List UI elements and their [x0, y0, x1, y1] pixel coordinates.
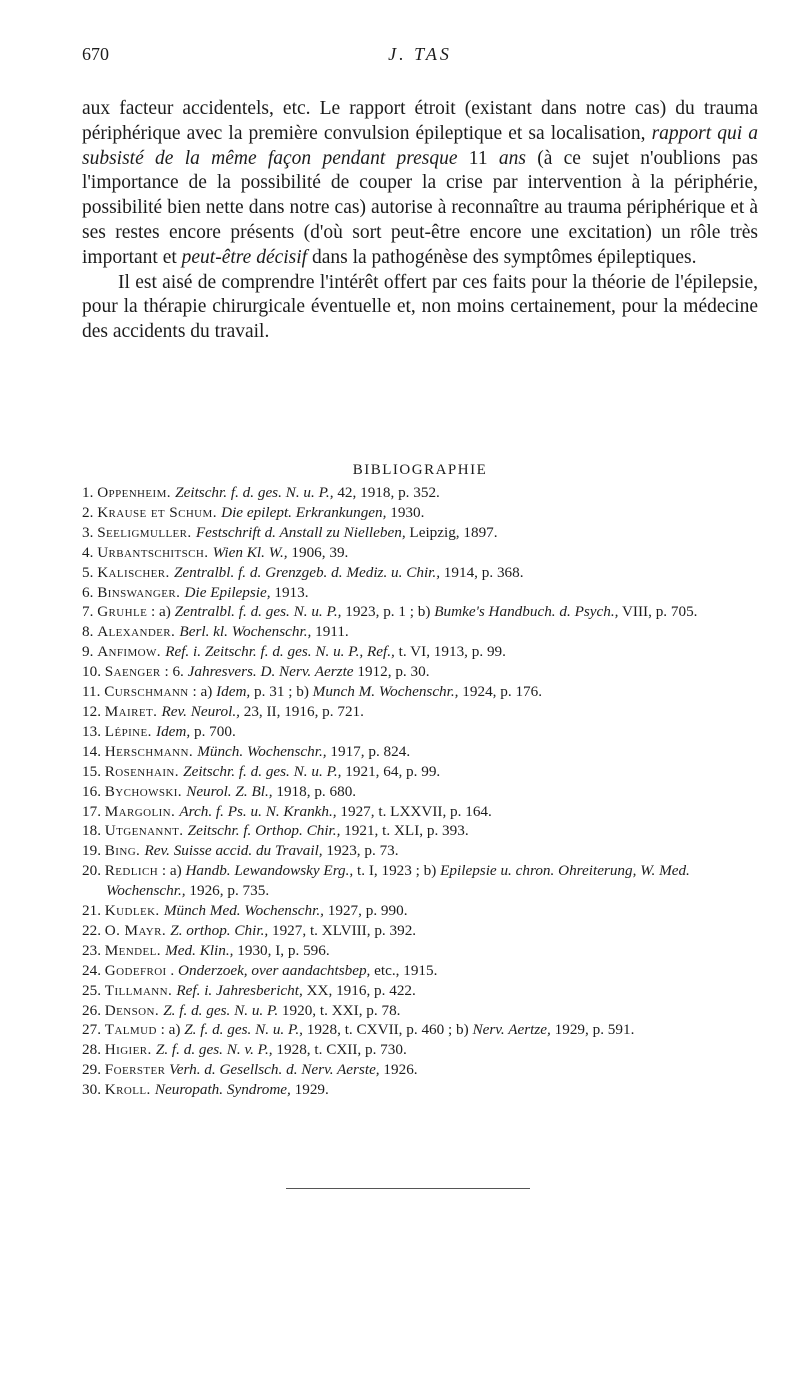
reference-item: [82, 901, 758, 921]
reference-source: Die Epilepsie,: [184, 583, 271, 601]
reference-item: [82, 1040, 758, 1060]
reference-text: 1926.: [379, 1061, 418, 1079]
reference-text: 1921, t. XLI, p. 393.: [340, 822, 469, 840]
bibliography-title: BIBLIOGRAPHIE: [352, 462, 488, 478]
reference-source: Z. f. d. ges. N. v. P.,: [155, 1041, 273, 1059]
reference-author: Redlich: [104, 862, 159, 880]
reference-text: 1912, p. 30.: [353, 663, 430, 681]
reference-text: 1920, t. XXI, p. 78.: [278, 1001, 401, 1019]
reference-text: 23, II, 1916, p. 721.: [239, 702, 364, 720]
reference-item: [82, 702, 758, 722]
reference-number: 18.: [82, 822, 105, 840]
reference-item: [82, 563, 758, 583]
reference-number: 7.: [82, 603, 98, 621]
reference-item: [82, 961, 758, 981]
reference-author: Saenger: [104, 663, 161, 681]
reference-number: 27.: [82, 1021, 105, 1039]
reference-number: 28.: [82, 1041, 105, 1059]
reference-author: Herschmann.: [104, 742, 198, 760]
page-number: 670: [82, 44, 109, 64]
reference-author: Margolin.: [104, 802, 180, 820]
reference-source: Z. orthop. Chir.,: [170, 921, 269, 939]
reference-number: 17.: [82, 802, 105, 820]
reference-source: Zeitschr. f. d. ges. N. u. P.,: [175, 484, 334, 501]
reference-author: Bing.: [104, 842, 145, 860]
reference-number: 16.: [82, 782, 105, 800]
reference-author: Tillmann.: [104, 981, 177, 999]
reference-source: Zentralbl. f. d. Grenzgeb. d. Mediz. u. Chir.,: [173, 563, 440, 581]
reference-number: 25.: [82, 981, 105, 999]
reference-item: [82, 1001, 758, 1021]
reference-author: Lépine.: [104, 722, 157, 740]
reference-number: 29.: [82, 1061, 105, 1079]
reference-item: [82, 583, 758, 603]
reference-text: 1930.: [386, 503, 425, 521]
paragraph-2: Il est aisé de comprendre l'intérêt offert par ces faits pour la théorie de l'épilepsie, pour la thérapie chirurgicale éventuelle et, non moins certainement, pour la médecine des accidents du travail.: [82, 271, 758, 343]
reference-text: Leipzig, 1897.: [405, 523, 498, 541]
reference-source: Berl. kl. Wochenschr.,: [179, 623, 312, 641]
reference-text: 1929, p. 591.: [550, 1021, 635, 1039]
reference-text: p. 700.: [190, 722, 236, 740]
reference-item: [82, 941, 758, 961]
reference-item: [82, 802, 758, 822]
body-text: [82, 97, 758, 345]
reference-author: Kalischer.: [97, 563, 174, 581]
reference-number: 21.: [82, 902, 105, 920]
reference-source: Idem,: [156, 722, 191, 740]
reference-item: [82, 523, 758, 543]
reference-text: 1914, p. 368.: [440, 563, 524, 581]
reference-text: 1927, p. 990.: [323, 902, 408, 920]
reference-source: Zeitschr. f. d. ges. N. u. P.,: [183, 762, 342, 780]
reference-item: [82, 602, 758, 622]
reference-number: 5.: [82, 563, 98, 581]
reference-source: Verh. d. Gesellsch. d. Nerv. Aerste,: [169, 1061, 380, 1079]
reference-number: 30.: [82, 1081, 105, 1099]
reference-text: 1923, p. 1 ; b): [341, 603, 435, 621]
reference-item: [82, 861, 758, 901]
reference-source: Zentralbl. f. d. ges. N. u. P.,: [174, 603, 342, 621]
reference-source: Med. Klin.,: [165, 941, 234, 959]
reference-source: Arch. f. Ps. u. N. Krankh.,: [179, 802, 337, 820]
reference-item: [82, 543, 758, 563]
reference-number: 10.: [82, 663, 105, 681]
reference-text: 1930, I, p. 596.: [233, 941, 330, 959]
reference-author: Binswanger.: [97, 583, 185, 601]
reference-source: Zeitschr. f. Orthop. Chir.,: [187, 822, 341, 840]
reference-number: 11.: [82, 683, 105, 701]
reference-author: Rosenhain.: [104, 762, 184, 780]
reference-source: Rev. Neurol.,: [161, 702, 240, 720]
reference-source: Nerv. Aertze,: [472, 1021, 551, 1039]
reference-author: Foerster: [104, 1061, 166, 1079]
reference-number: 9.: [82, 643, 98, 661]
reference-number: 4.: [82, 543, 98, 561]
reference-number: 24.: [82, 961, 105, 979]
reference-author: Higier.: [104, 1041, 156, 1059]
reference-source: Jahresvers. D. Nerv. Aerzte: [187, 663, 354, 681]
reference-item: [82, 921, 758, 941]
reference-number: 3.: [82, 523, 98, 541]
reference-text: XX, 1916, p. 422.: [302, 981, 416, 999]
reference-item: [82, 1080, 758, 1100]
reference-text: p. 31 ; b): [250, 683, 313, 701]
reference-number: 8.: [82, 623, 98, 641]
reference-author: Talmud: [104, 1021, 157, 1039]
footer-rule: [286, 1188, 530, 1189]
reference-source: Rev. Suisse accid. du Travail,: [144, 842, 323, 860]
reference-item: [82, 1020, 758, 1040]
reference-text: 1928, t. CXVII, p. 460 ; b): [302, 1021, 473, 1039]
reference-item: [82, 1060, 758, 1080]
reference-author: Godefroi: [104, 961, 167, 979]
reference-text: 1924, p. 176.: [458, 683, 543, 701]
reference-author: Curschmann: [104, 683, 189, 701]
reference-source: Epilepsie u. chron. Ohreiterung, W. Med. Wochenschr.,: [106, 862, 690, 900]
reference-source: Onderzoek, over aandachtsbep,: [178, 961, 371, 979]
reference-text: etc., 1915.: [370, 961, 438, 979]
reference-text: : 6.: [160, 663, 188, 681]
reference-text: VIII, p. 705.: [618, 603, 698, 621]
reference-source: Ref. i. Jahresbericht,: [176, 981, 303, 999]
reference-text: .: [166, 961, 179, 979]
reference-author: Kroll.: [104, 1081, 155, 1099]
reference-item: [82, 503, 758, 523]
reference-author: Denson.: [104, 1001, 164, 1019]
reference-item: [82, 742, 758, 762]
reference-source: Wien Kl. W.,: [212, 543, 288, 561]
reference-text: 1918, p. 680.: [272, 782, 357, 800]
reference-text: 1911.: [311, 623, 349, 641]
reference-text: 1913.: [270, 583, 309, 601]
reference-text: : a): [188, 683, 217, 701]
reference-text: 1927, t. XLVIII, p. 392.: [268, 921, 417, 939]
reference-author: Kudlek.: [104, 902, 164, 920]
reference-text: 1929.: [290, 1081, 329, 1099]
reference-number: 6.: [82, 583, 98, 601]
reference-source: Munch M. Wochenschr.,: [312, 683, 459, 701]
reference-author: Krause et Schum.: [97, 503, 222, 521]
reference-source: Idem,: [216, 683, 251, 701]
reference-author: Anfimow.: [97, 643, 166, 661]
reference-text: 1923, p. 73.: [322, 842, 399, 860]
reference-source: Z. f. d. ges. N. u. P.,: [184, 1021, 303, 1039]
paragraph-1: aux facteur accidentels, etc. Le rapport étroit (existant dans notre cas) du trauma périphérique avec la première convulsion épileptique et sa localisation, rapport qui a subsisté de la même façon pendant presque 11 ans (à ce sujet n'oublions pas l'importance de la possibilité de couper la crise par intervention à la périphérie, possibilité bien nette dans notre cas) autorise à reconnaître au trauma périphérique et à ses restes encore présents (d'où sort peut-être encore une excitation) un rôle très important et peut-être décisif dans la pathogénèse des symptômes épileptiques.: [82, 98, 758, 268]
reference-source: Ref. i. Zeitschr. f. d. ges. N. u. P., Ref.,: [165, 643, 395, 661]
reference-author: Gruhle: [97, 603, 148, 621]
reference-author: Oppenheim.: [97, 484, 176, 501]
reference-source: Die epilept. Erkrankungen,: [221, 503, 387, 521]
reference-source: Handb. Lewandowsky Erg.,: [185, 862, 354, 880]
reference-text: t. VI, 1913, p. 99.: [394, 643, 506, 661]
reference-number: 19.: [82, 842, 105, 860]
reference-item: [82, 483, 758, 503]
reference-number: 1.: [82, 484, 98, 501]
reference-source: Neuropath. Syndrome,: [154, 1081, 291, 1099]
reference-author: Urbantschitsch.: [97, 543, 213, 561]
reference-item: [82, 642, 758, 662]
running-author: J. TAS: [388, 44, 452, 64]
reference-author: Seeligmuller.: [97, 523, 196, 541]
reference-item: [82, 722, 758, 742]
reference-author: Utgenannt.: [104, 822, 188, 840]
reference-number: 2.: [82, 503, 98, 521]
reference-author: Alexander.: [97, 623, 180, 641]
reference-item: [82, 841, 758, 861]
reference-text: : a): [156, 1021, 185, 1039]
reference-text: 1926, p. 735.: [185, 882, 270, 900]
reference-author: Mairet.: [104, 702, 162, 720]
reference-text: 42, 1918, p. 352.: [333, 484, 440, 501]
reference-number: 12.: [82, 702, 105, 720]
reference-source: Z. f. d. ges. N. u. P.: [163, 1001, 279, 1019]
running-header: [82, 44, 758, 70]
reference-item: [82, 622, 758, 642]
reference-text: 1917, p. 824.: [326, 742, 411, 760]
reference-source: Münch Med. Wochenschr.,: [163, 902, 324, 920]
reference-number: 26.: [82, 1001, 105, 1019]
reference-author: Mendel.: [104, 941, 166, 959]
reference-item: [82, 782, 758, 802]
reference-author: Bychowski.: [104, 782, 187, 800]
reference-source: Bumke's Handbuch. d. Psych.,: [434, 603, 619, 621]
reference-number: 14.: [82, 742, 105, 760]
reference-number: 15.: [82, 762, 105, 780]
reference-author: O. Mayr.: [104, 921, 171, 939]
reference-item: [82, 981, 758, 1001]
reference-item: [82, 821, 758, 841]
reference-number: 20.: [82, 862, 105, 880]
reference-source: Münch. Wochenschr.,: [197, 742, 327, 760]
reference-text: 1928, t. CXII, p. 730.: [272, 1041, 407, 1059]
reference-item: [82, 682, 758, 702]
reference-source: Festschrift d. Anstall zu Nielleben,: [195, 523, 406, 541]
reference-source: Neurol. Z. Bl.,: [186, 782, 273, 800]
reference-number: 23.: [82, 941, 105, 959]
reference-text: : a): [147, 603, 175, 621]
reference-text: 1921, 64, p. 99.: [341, 762, 441, 780]
reference-text: : a): [158, 862, 186, 880]
reference-number: 22.: [82, 921, 105, 939]
reference-list: [82, 483, 758, 1100]
reference-text: t. I, 1923 ; b): [353, 862, 441, 880]
reference-item: [82, 762, 758, 782]
reference-text: 1906, 39.: [287, 543, 349, 561]
reference-number: 13.: [82, 722, 105, 740]
reference-item: [82, 662, 758, 682]
reference-text: 1927, t. LXXVII, p. 164.: [336, 802, 492, 820]
